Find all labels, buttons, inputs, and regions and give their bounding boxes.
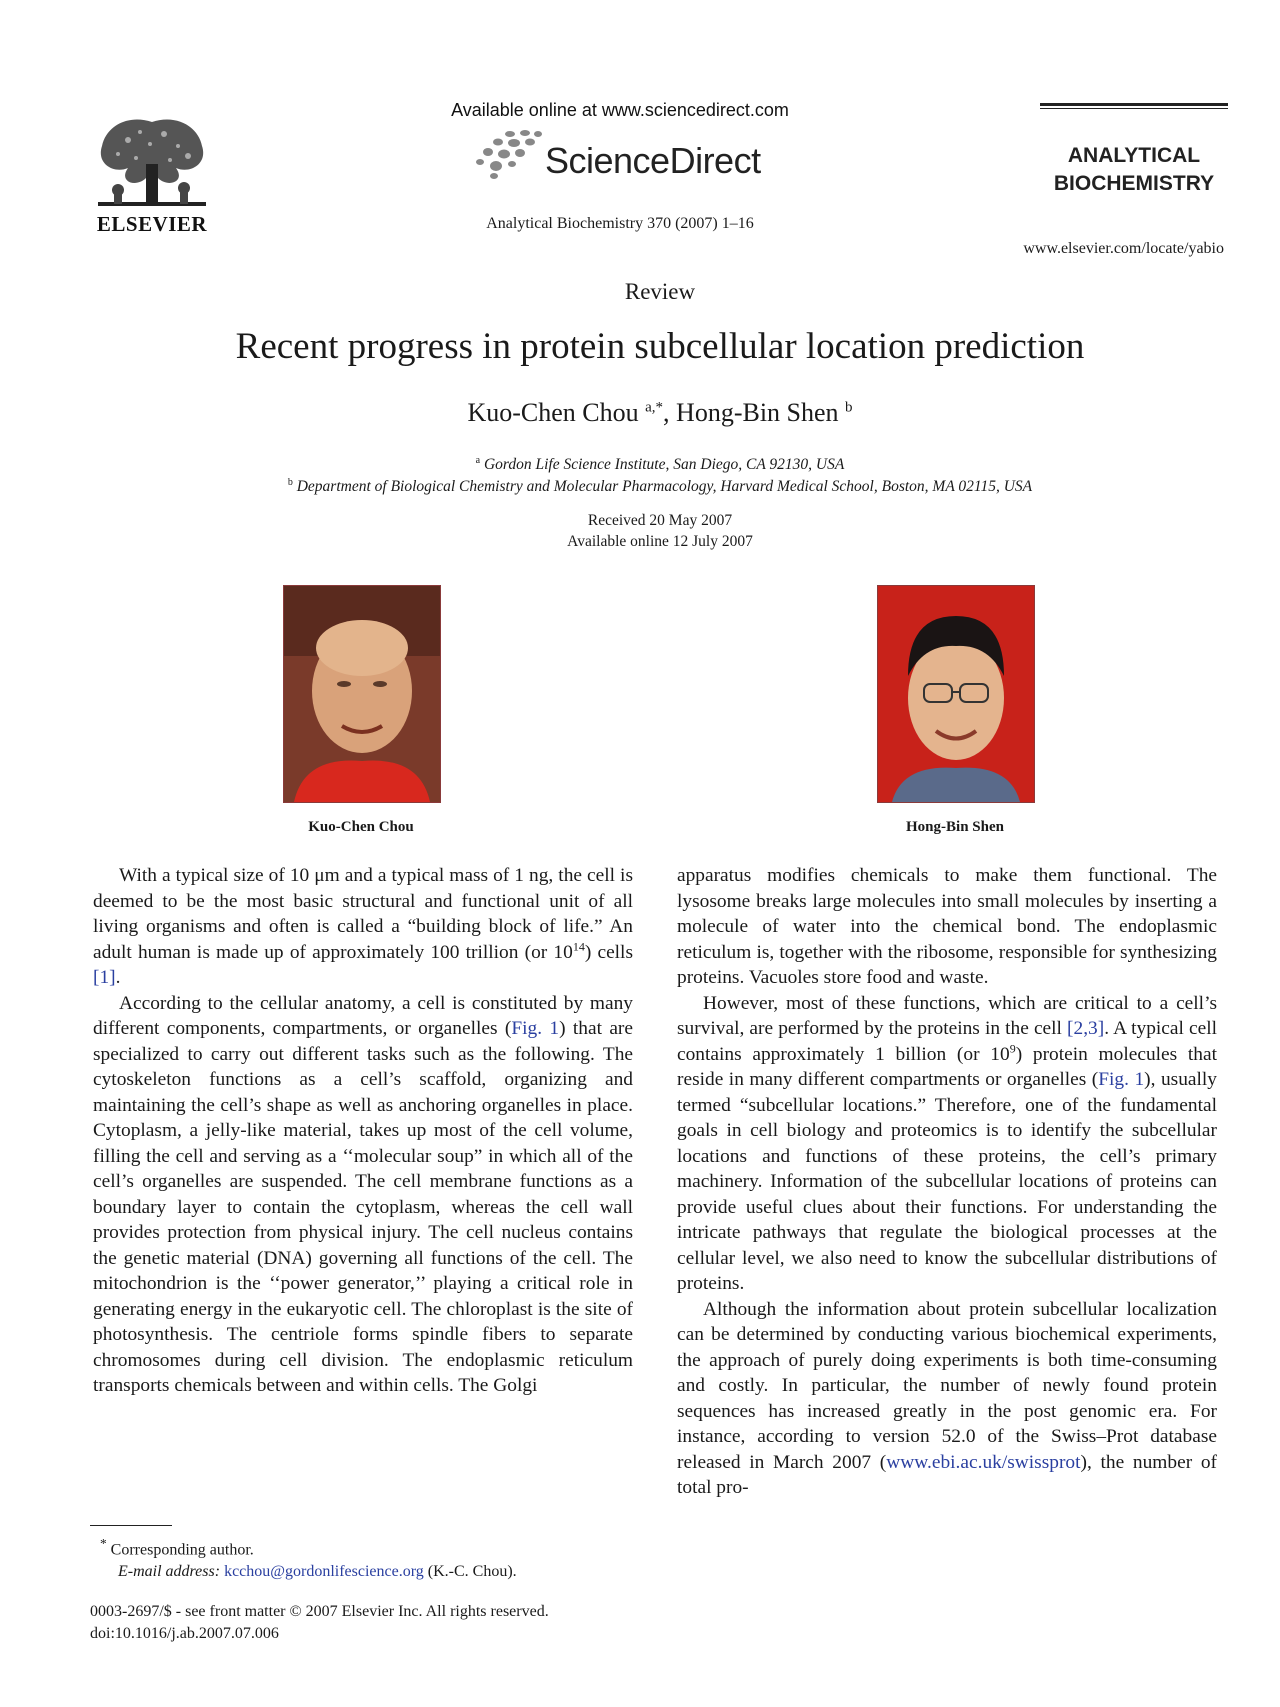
footnote-star: * [100,1536,107,1551]
figure-link[interactable]: Fig. 1 [511,1018,560,1039]
paragraph: Although the information about protein subcellular localization can be determined by conducting various biochemical experiments, the approach of purely doing experiments is both time-consuming and costly. In particular, the number of newly found protein sequences has increased greatly in the post genomic era. For instance, according to version 52.0 of the Swiss–Prot database released in March 2007 (www.ebi.ac.uk/swissprot), the number of total pro- [677,1298,1218,1498]
email-link[interactable]: kcchou@gordonlifescience.org [224,1563,424,1581]
author-list [0,398,1280,428]
doi-line[interactable]: doi:10.1016/j.ab.2007.07.006 [90,1625,279,1642]
swissprot-link[interactable]: www.ebi.ac.uk/swissprot [886,1451,1081,1473]
author-separator: , [663,398,677,427]
body-right-column [677,863,1217,1501]
journal-url[interactable]: www.elsevier.com/locate/yabio [1023,240,1224,257]
superscript: 9 [1009,1041,1016,1056]
affiliation-b-mark: b [287,477,293,488]
copyright-line: 0003-2697/$ - see front matter © 2007 Elsevier Inc. All rights reserved. [90,1603,549,1620]
paragraph: With a typical size of 10 μm and a typical mass of 1 ng, the cell is deemed to be the most basic structural and functional unit of all living organisms and often is called a “building block of life.” An adult human is made up of approximately 100 trillion (or $10^{14}$) cells [1]. [93,865,633,988]
paragraph: apparatus modifies chemicals to make them functional. The lysosome breaks large molecules into small molecules by inserting a molecule of water into the chemical bond. The endoplasmic reticulum is, together with the ribosome, responsible for synthesizing proteins. Vacuoles store food and waste. [677,865,1217,988]
article-type: Review [624,279,696,304]
corresponding-author-line: * Corresponding author. [100,1536,254,1559]
sciencedirect-wordmark: ScienceDirect [545,140,761,181]
journal-rule-thick [1040,103,1228,106]
superscript: 14 [572,939,585,954]
body-left-column [93,863,633,1399]
sciencedirect-dots-icon [470,128,550,180]
article-title: Recent progress in protein subcellular location prediction [235,326,1085,367]
publisher-name: ELSEVIER [96,212,208,236]
photo-caption-shen: Hong-Bin Shen [906,819,1004,835]
author-photo-shen [877,585,1035,803]
footnote [100,1533,517,1583]
figure-link[interactable]: Fig. 1 [1098,1069,1145,1090]
email-line: E-mail address: kcchou@gordonlifescience.org (K.-C. Chou). [118,1563,517,1581]
received-date: Received 20 May 2007 [587,512,733,529]
photo-caption-chou: Kuo-Chen Chou [308,819,414,835]
affiliation-a [0,455,1280,474]
affiliation-a-mark: a [475,455,481,466]
paragraph: However, most of these functions, which are critical to a cell’s survival, are performed by the proteins in the cell [2,3]. A typical cell contains approximately 1 billion (or $10^9$) protein molecules that reside in many different compartments or organelles (Fig. 1), usually termed “subcellular locations.” Therefore, one of the fundamental goals in cell biology and proteomics is to identify the subcellular locations and functions of these proteins, the cell’s primary machinery. Information of the subcellular locations of proteins can provide useful clues about their functions. For understanding the intricate pathways that regulate the biological processes at the cellular level, we also need to know the subcellular distributions of proteins. [677,992,1217,1294]
online-date: Available online 12 July 2007 [567,533,753,550]
journal-rule-thin [1040,108,1228,109]
affiliation-a-text: Gordon Life Science Institute, San Diego, CA 92130, USA [483,456,845,474]
footnote-rule [90,1525,172,1526]
journal-citation: Analytical Biochemistry 370 (2007) 1–16 [486,215,754,232]
author-2: Hong-Bin Shen [676,398,839,427]
author-1: Kuo-Chen Chou [467,398,639,427]
paragraph: According to the cellular anatomy, a cell is constituted by many different components, compartments, or organelles (Fig. 1) that are specialized to carry out different tasks such as the following. The cytoskeleton functions as a cell’s scaffold, organizing and maintaining the cell’s shape as well as anchoring organelles in place. Cytoplasm, a jelly-like material, takes up most of the cell volume, filling the cell and serving as a ‘‘molecular soup” in which all of the cell’s organelles are suspended. The cell membrane functions as a boundary layer to contain the cytoplasm, whereas the cell wall provides protection from physical injury. The cell nucleus contains the genetic material (DNA) governing all functions of the cell. The mitochondrion is the ‘‘power generator,’’ playing a critical role in generating energy in the eukaryotic cell. The chloroplast is the site of photosynthesis. The centriole forms spindle fibers to separate chromosomes during cell division. The endoplasmic reticulum transports chemicals between and within cells. The Golgi [93,992,633,1396]
author-1-affiliation[interactable]: a,* [645,399,664,416]
journal-title-line1: ANALYTICAL [1067,144,1201,167]
affiliation-b-text: Department of Biological Chemistry and Molecular Pharmacology, Harvard Medical School, Boston, MA 02115, USA [296,478,1033,496]
author-2-affiliation[interactable]: b [845,399,853,416]
copyright-block [90,1601,549,1645]
available-online-line: Available online at www.sciencedirect.com [451,100,789,120]
author-photo-chou [283,585,441,803]
citation-link[interactable]: [2,3] [1067,1018,1105,1039]
citation-link[interactable]: [1] [93,967,116,988]
journal-title [1040,142,1228,198]
journal-title-line2: BIOCHEMISTRY [1053,172,1215,195]
affiliation-b [0,477,1280,496]
